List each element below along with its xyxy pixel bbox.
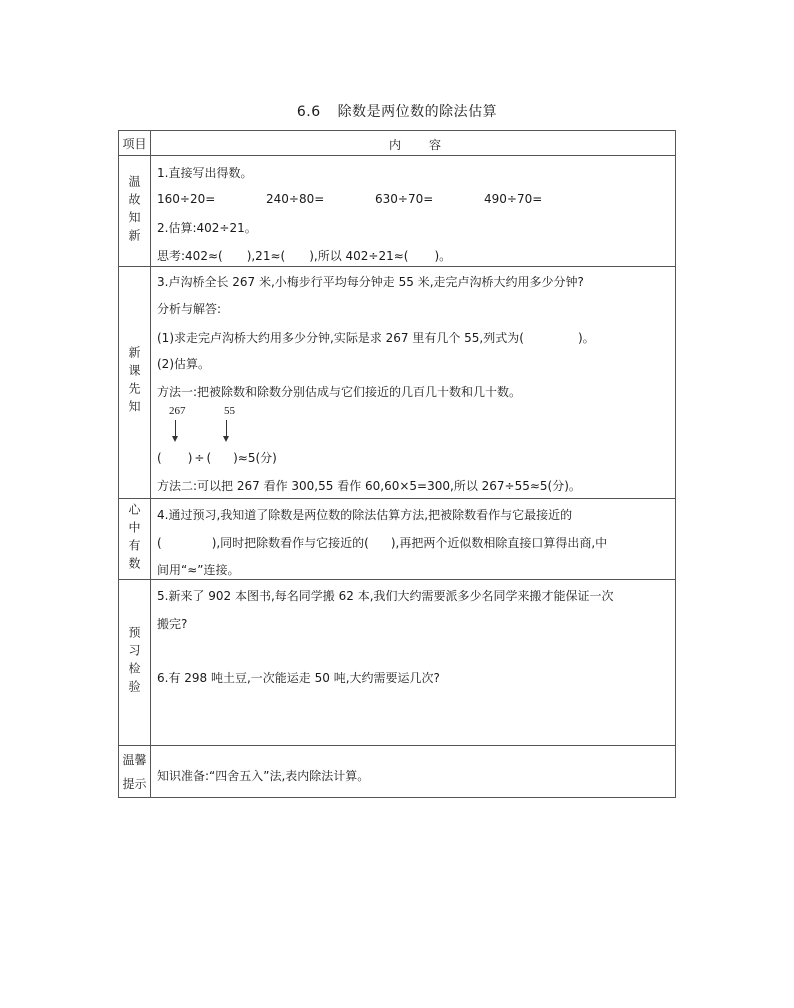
row-divider — [119, 266, 675, 267]
question-5-line-1: 5.新来了 902 本图书,每名同学搬 62 本,我们大约需要派多少名同学来搬才能保证一次 — [157, 589, 614, 603]
analysis-heading: 分析与解答: — [157, 302, 222, 316]
estimate-line: ( ) ÷ ( )≈5(分) — [157, 451, 277, 465]
question-3: 3.卢沟桥全长 267 米,小梅步行平均每分钟走 55 米,走完卢沟桥大约用多少分钟? — [157, 275, 584, 289]
section-number: 6.6 — [296, 104, 321, 120]
step-2: (2)估算。 — [157, 357, 210, 371]
section-label-tip: 温馨 提示 — [122, 753, 147, 791]
header-item-label: 项目 — [122, 136, 147, 151]
row-divider — [119, 498, 675, 499]
question-6: 6.有 298 吨土豆,一次能运走 50 吨,大约需要运几次? — [157, 671, 440, 685]
method-1: 方法一:把被除数和除数分别估成与它们接近的几百几十数和几十数。 — [157, 385, 522, 399]
header-content-b: 容 — [429, 138, 442, 152]
section-label-check: 预习检验 — [127, 626, 141, 698]
section-title: 除数是两位数的除法估算 — [337, 104, 498, 120]
row-divider — [119, 579, 675, 580]
section-label-warmup: 温故知新 — [127, 174, 141, 247]
question-2: 2.估算:402÷21。 — [157, 221, 257, 235]
question-1: 1.直接写出得数。 — [157, 166, 253, 180]
section-label-newlesson: 新课先知 — [127, 346, 141, 418]
calc-3: 630÷70= — [375, 192, 434, 206]
row-divider — [119, 745, 675, 746]
header-item — [119, 131, 150, 155]
arrow-line-a — [175, 420, 176, 437]
tip-text: 知识准备:“四舍五入”法,表内除法计算。 — [157, 769, 370, 783]
question-4-line-1: 4.通过预习,我知道了除数是两位数的除法估算方法,把被除数看作与它最接近的 — [157, 508, 573, 522]
arrow-down-icon — [223, 436, 229, 442]
page-title — [0, 101, 794, 121]
method-2: 方法二:可以把 267 看作 300,55 看作 60,60×5=300,所以 267÷55≈5(分)。 — [157, 479, 581, 493]
question-4-line-2: ( ),同时把除数看作与它接近的( ),再把两个近似数相除直接口算得出商,中 — [157, 536, 608, 550]
arrow-down-icon — [172, 436, 178, 442]
row-divider — [119, 155, 675, 156]
dividend-number: 267 — [169, 405, 186, 417]
question-4-line-3: 间用“≈”连接。 — [157, 563, 240, 577]
arrow-line-b — [226, 420, 227, 437]
header-content-a: 内 — [389, 138, 402, 152]
calc-2: 240÷80= — [266, 192, 325, 206]
divisor-number: 55 — [224, 405, 235, 417]
step-1: (1)求走完卢沟桥大约用多少分钟,实际是求 267 里有几个 55,列式为( )。 — [157, 331, 595, 345]
think-line: 思考:402≈( ),21≈( ),所以 402÷21≈( )。 — [157, 249, 452, 263]
calc-1: 160÷20= — [157, 192, 216, 206]
column-divider — [150, 131, 151, 797]
calc-4: 490÷70= — [484, 192, 543, 206]
worksheet-table — [118, 130, 676, 798]
question-5-line-2: 搬完? — [157, 617, 188, 631]
section-label-mind: 心中有数 — [127, 502, 141, 575]
header-content — [389, 136, 441, 153]
